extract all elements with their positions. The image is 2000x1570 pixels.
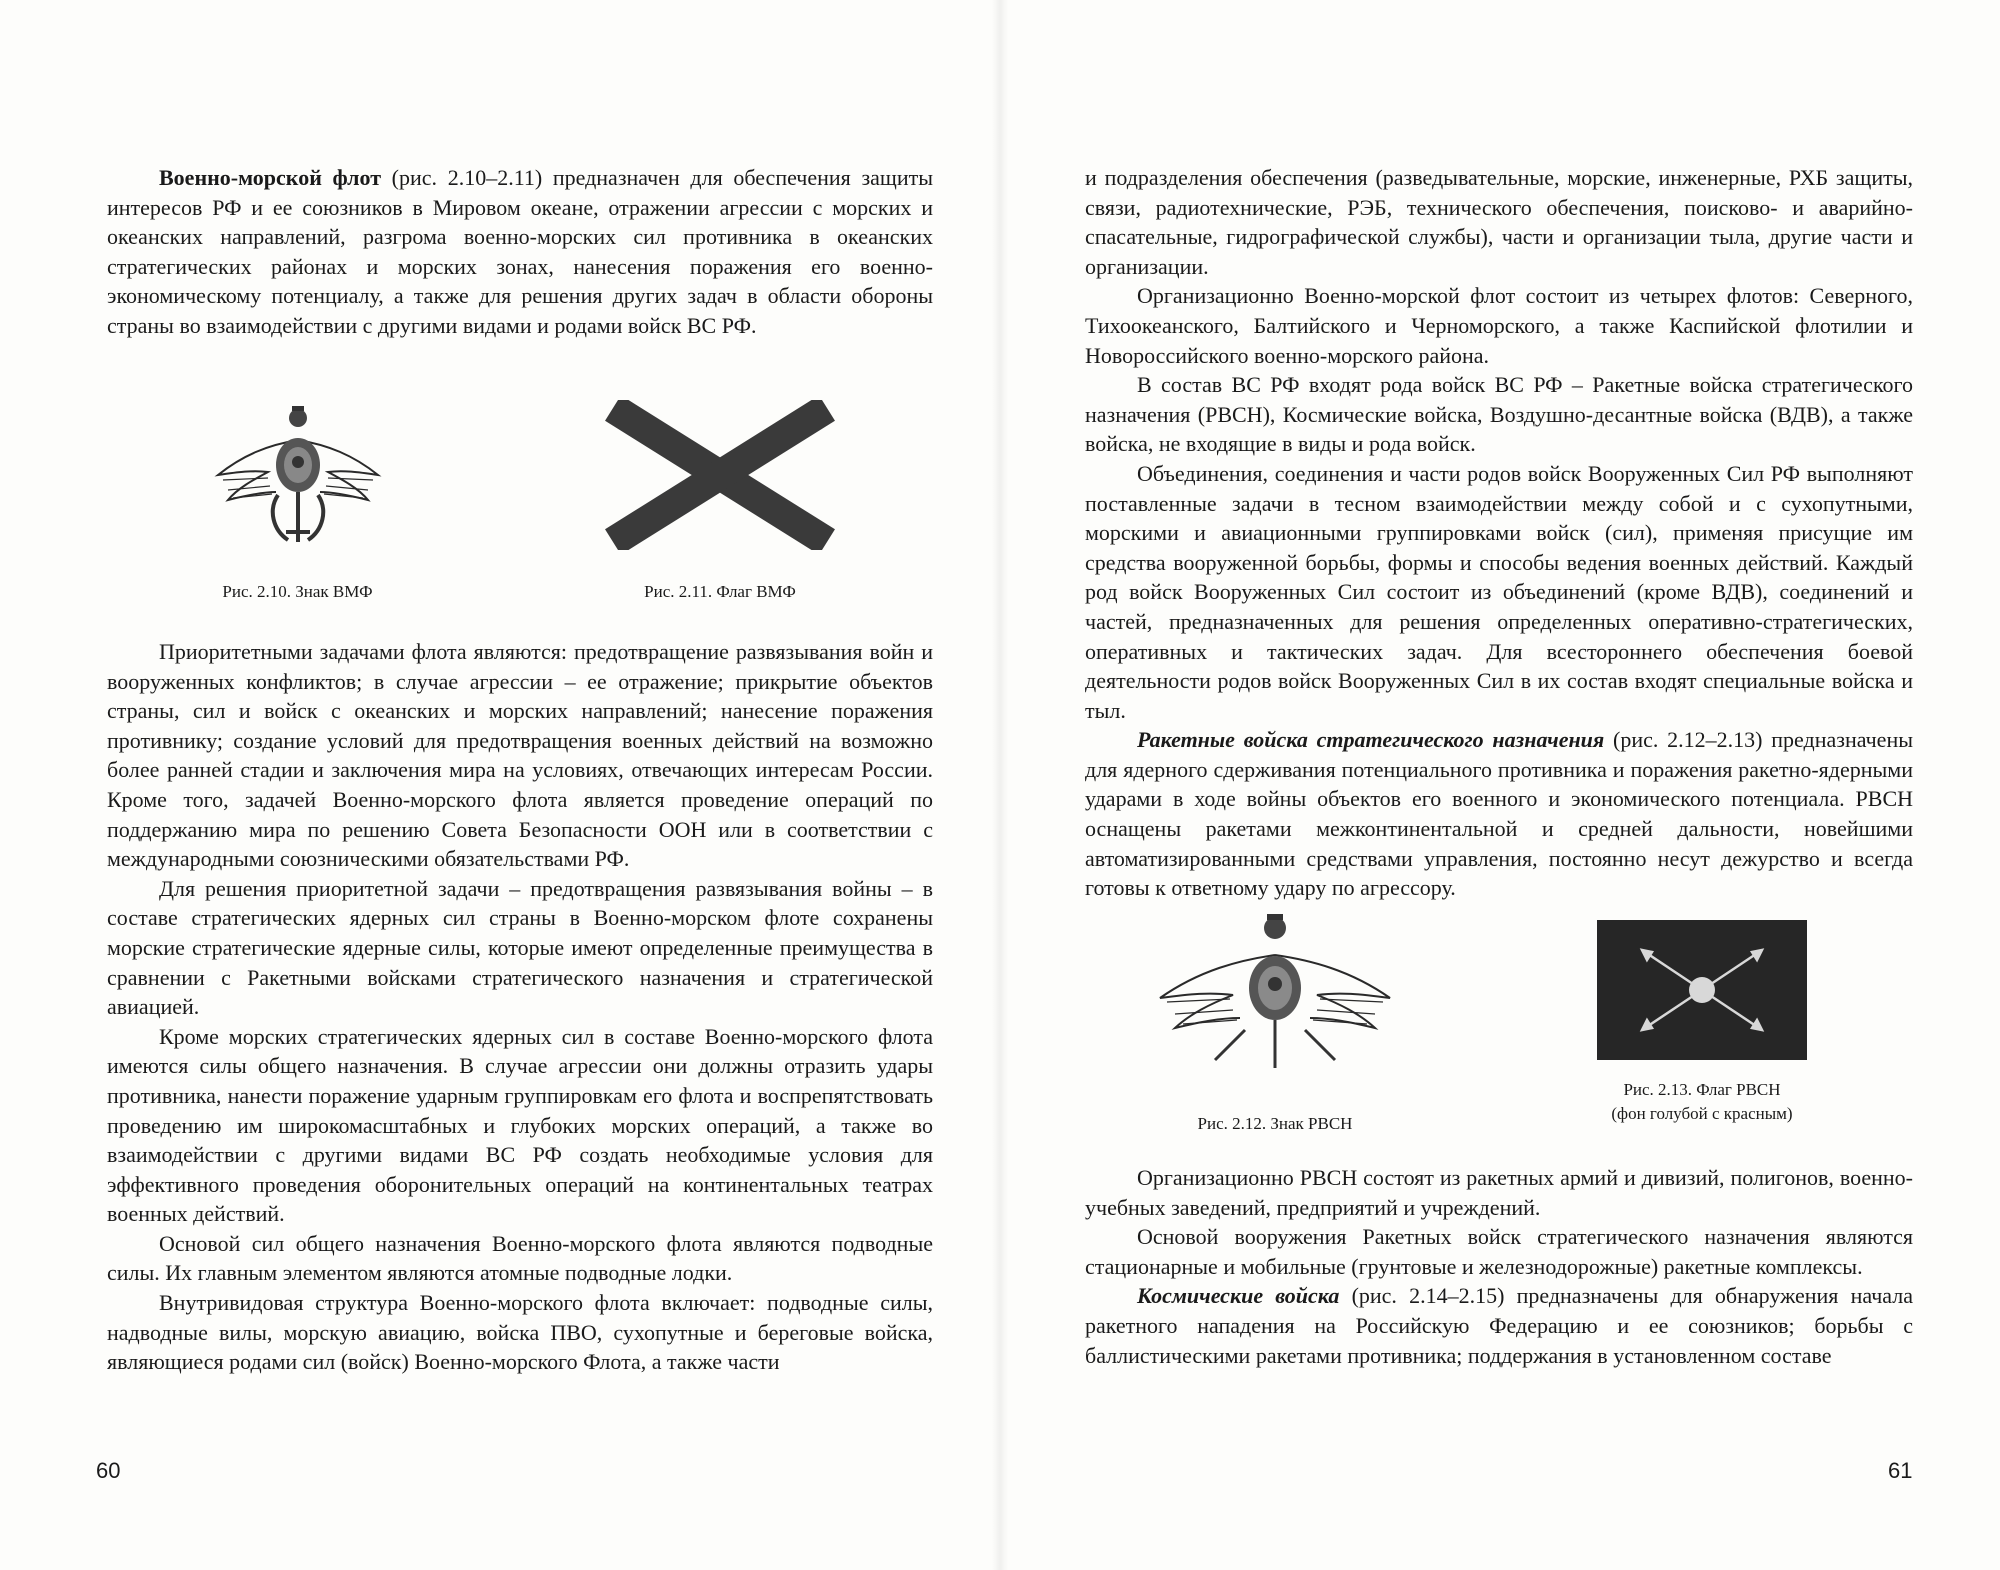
paragraph-arms-of-service: В состав ВС РФ входят рода войск ВС РФ – Ракетные войска стратегического назначения (РВСН), Космические войска, Воздушно-десантные войска (ВДВ), а также войска, не входящие в виды и рода войск.	[1085, 372, 1913, 457]
paragraph-rvsn-intro	[1085, 725, 1913, 903]
paragraph-rvsn-organization: Организационно РВСН состоят из ракетных армий и дивизий, полигонов, военно-учебных заведений, предприятий и учреждений.	[1085, 1165, 1913, 1220]
right-text-top	[1085, 163, 1913, 903]
paragraph-navy-fleets: Организационно Военно-морской флот состоит из четырех флотов: Северного, Тихоокеанского, Балтийского и Черноморского, а также Каспийской флотилии и Новороссийского военно-морского района.	[1085, 283, 1913, 368]
paragraph-support-units: и подразделения обеспечения (разведывательные, морские, инженерные, РХБ защиты, связи, радиотехнические, РЭБ, технического обеспечения, поисково- и аварийно-спасательные, гидрографической службы), части и организации тыла, другие части и организации.	[1085, 165, 1913, 279]
figure-rvsn-flag	[1597, 920, 1807, 1065]
caption-fig-2-12: Рис. 2.12. Знак РВСН	[1197, 1114, 1353, 1133]
paragraph-navy-structure: Внутривидовая структура Военно-морского флота включает: подводные силы, надводные вилы, морскую авиацию, войска ПВО, сухопутные и береговые войска, являющиеся родами сил (войск) Военно-морского Флота, а также части	[107, 1290, 933, 1375]
paragraph-joint-operations: Объединения, соединения и части родов войск Вооруженных Сил РФ выполняют поставленные задачи в тесном взаимодействии между собой и с сухопутными, морскими и авиационными группировками войск (сил), применяя присущие им средства вооруженной борьбы, формы и способы ведения военных действий. Каждый род войск Вооруженных Сил состоит из объединений (кроме ВДВ), соединений и частей, предназначенных для решения определенных оперативно-стратегических, оперативных и тактических задач. Для всестороннего обеспечения боевой деятельности родов войск Вооруженных Сил в их состав входят специальные войска и тыл.	[1085, 460, 1913, 723]
caption-fig-2-10: Рис. 2.10. Знак ВМФ	[222, 582, 373, 601]
paragraph-rvsn-intro-text: (рис. 2.12–2.13) предназначены для ядерного сдерживания потенциального противника и поражения ракетно-ядерными ударами в ходе войны объектов его военного и экономического потенциала. РВСН оснащены ракетами межконтинентальной и средней дальности, новейшими автоматизированными средствами управления, постоянно несут дежурство и всегда готовы к ответному удару по агрессору.	[1085, 727, 1913, 901]
paragraph-navy-intro	[107, 163, 933, 341]
navy-emblem-icon	[208, 400, 388, 550]
figure-navy-flag	[600, 400, 840, 555]
rvsn-flag-icon	[1597, 920, 1807, 1060]
rvsn-emblem-icon	[1145, 910, 1405, 1075]
term-rvsn: Ракетные войска стратегического назначения	[1137, 727, 1605, 753]
term-navy: Военно-морской флот	[159, 165, 382, 190]
paragraph-navy-general-forces: Кроме морских стратегических ядерных сил в составе Военно-морского флота имеются силы общего назначения. В случае агрессии они должны отразить удары противника, нанести поражение ударным группировкам его флота и воспрепятствовать проведению им широкомасштабных и глубоких морских операций, а также во взаимодействии с другими видами ВС РФ создать необходимые условия для эффективного проведения оборонительных операций на континентальных театрах военных действий.	[107, 1023, 933, 1227]
caption-fig-2-13-line1: Рис. 2.13. Флаг РВСН	[1623, 1080, 1781, 1099]
left-text-top	[107, 163, 933, 341]
right-page	[1000, 0, 2000, 1570]
st-andrew-cross-flag-icon	[605, 400, 835, 550]
term-space-forces: Космические войска	[1137, 1283, 1340, 1309]
figure-navy-emblem	[175, 400, 420, 555]
caption-fig-2-11: Рис. 2.11. Флаг ВМФ	[644, 582, 796, 601]
right-text-bottom	[1085, 1163, 1913, 1370]
caption-fig-2-13	[1577, 1078, 1827, 1126]
paragraph-space-forces-text: (рис. 2.14–2.15) предназначены для обнаружения начала ракетного нападения на Российскую Федерацию и ее союзников; борьбы с баллистическими ракетами противника; поддержания в установленном составе	[1085, 1283, 1914, 1368]
paragraph-navy-submarines: Основой сил общего назначения Военно-морского флота являются подводные силы. Их главным элементом являются атомные подводные лодки.	[107, 1230, 933, 1286]
caption-fig-2-13-line2: (фон голубой с красным)	[1611, 1104, 1793, 1123]
left-text-bottom	[107, 637, 933, 1377]
paragraph-navy-intro-text: (рис. 2.10–2.11) предназначен для обеспечения защиты интересов РФ и ее союзников в Мировом океане, отражении агрессии с морских и океанских направлений, разгрома военно-морских сил противника в океанских стратегических районах и морских зонах, нанесения поражения его военно-экономическому потенциалу, а также для решения других задач в области обороны страны во взаимодействии с другими видами и родами войск ВС РФ.	[107, 165, 934, 338]
page-number-left: 60	[96, 1458, 121, 1483]
paragraph-navy-tasks: Приоритетными задачами флота являются: предотвращение развязывания войн и вооруженных конфликтов; в случае агрессии – ее отражение; прикрытие объектов страны, сил и войск с океанских и морских направлений; нанесение поражения противнику; создание условий для предотвращения военных действий на возможно более ранней стадии и заключения мира на условиях, отвечающих интересам России. Кроме того, задачей Военно-морского флота является проведение операций по поддержанию мира по решению Совета Безопасности ООН или в соответствии с международными союзническими обязательствами РФ.	[107, 639, 933, 872]
paragraph-rvsn-armament: Основой вооружения Ракетных войск стратегического назначения являются стационарные и мобильные (грунтовые и железнодорожные) ракетные комплексы.	[1085, 1224, 1913, 1279]
paragraph-navy-nuclear: Для решения приоритетной задачи – предотвращения развязывания войны – в составе стратегических ядерных сил страны в Военно-морском флоте сохранены морские стратегические ядерные силы, которые имеют определенные преимущества в сравнении с Ракетными войсками стратегического назначения и стратегической авиацией.	[107, 875, 933, 1020]
paragraph-space-forces	[1085, 1281, 1913, 1370]
figure-rvsn-emblem	[1145, 910, 1405, 1080]
page-number-right: 61	[1888, 1458, 1913, 1483]
